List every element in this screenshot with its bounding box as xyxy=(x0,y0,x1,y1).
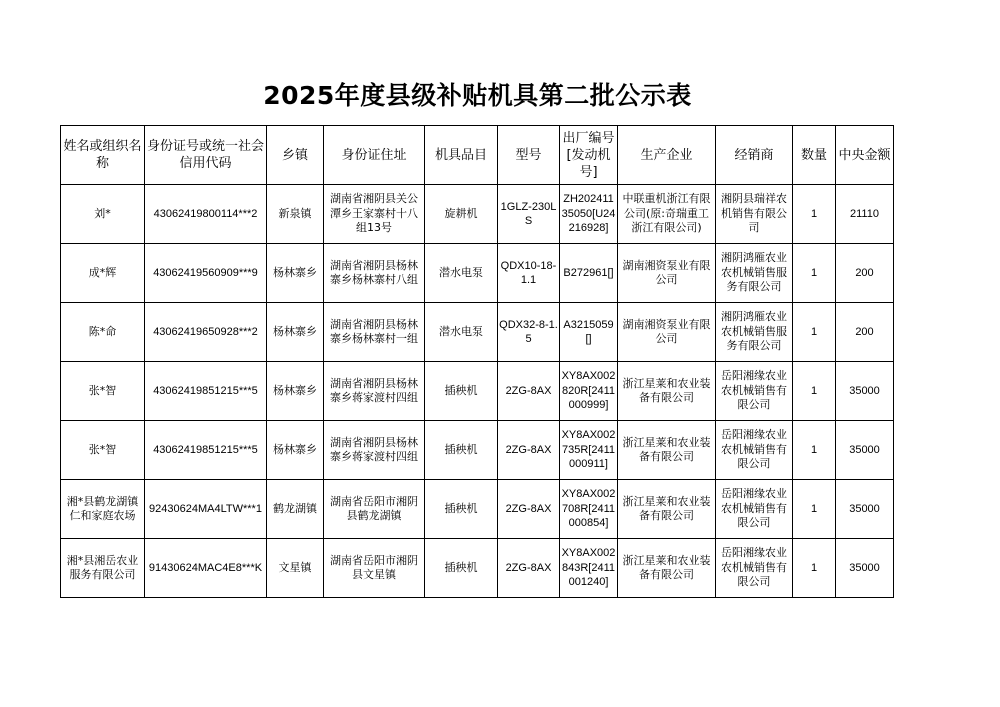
cell-serial: XY8AX002708R[2411000854] xyxy=(560,480,618,539)
cell-serial: XY8AX002735R[2411000911] xyxy=(560,421,618,480)
column-header-model: 型号 xyxy=(498,126,560,185)
cell-category: 潜水电泵 xyxy=(425,303,498,362)
cell-name: 成*辉 xyxy=(61,244,145,303)
cell-town: 文星镇 xyxy=(267,539,324,598)
cell-amount: 21110 xyxy=(836,185,894,244)
cell-address: 湖南省湘阴县杨林寨乡蒋家渡村四组 xyxy=(324,362,425,421)
cell-serial: B272961[] xyxy=(560,244,618,303)
cell-dealer: 岳阳湘缘农业农机械销售有限公司 xyxy=(716,480,793,539)
cell-address: 湖南省湘阴县杨林寨乡杨林寨村一组 xyxy=(324,303,425,362)
column-header-manufacturer: 生产企业 xyxy=(618,126,716,185)
table-row xyxy=(61,421,894,480)
cell-amount: 35000 xyxy=(836,421,894,480)
cell-amount: 35000 xyxy=(836,362,894,421)
cell-address: 湖南省岳阳市湘阴县鹤龙湖镇 xyxy=(324,480,425,539)
cell-address: 湖南省湘阴县杨林寨乡杨林寨村八组 xyxy=(324,244,425,303)
cell-dealer: 岳阳湘缘农业农机械销售有限公司 xyxy=(716,362,793,421)
cell-quantity: 1 xyxy=(793,480,836,539)
cell-name: 陈*命 xyxy=(61,303,145,362)
cell-quantity: 1 xyxy=(793,303,836,362)
cell-town: 杨林寨乡 xyxy=(267,244,324,303)
column-header-town: 乡镇 xyxy=(267,126,324,185)
cell-serial: ZH20241135050[U24216928] xyxy=(560,185,618,244)
column-header-amount: 中央金额 xyxy=(836,126,894,185)
table-row xyxy=(61,303,894,362)
cell-category: 潜水电泵 xyxy=(425,244,498,303)
cell-dealer: 湘阴鸿雁农业农机械销售服务有限公司 xyxy=(716,244,793,303)
cell-dealer: 岳阳湘缘农业农机械销售有限公司 xyxy=(716,539,793,598)
table-header-row xyxy=(61,126,894,185)
cell-name: 湘*县鹤龙湖镇仁和家庭农场 xyxy=(61,480,145,539)
cell-amount: 200 xyxy=(836,244,894,303)
cell-category: 插秧机 xyxy=(425,421,498,480)
cell-model: 2ZG-8AX xyxy=(498,362,560,421)
cell-serial: A3215059[] xyxy=(560,303,618,362)
cell-model: 2ZG-8AX xyxy=(498,539,560,598)
cell-model: 2ZG-8AX xyxy=(498,421,560,480)
cell-serial: XY8AX002843R[2411001240] xyxy=(560,539,618,598)
cell-town: 新泉镇 xyxy=(267,185,324,244)
column-header-category: 机具品目 xyxy=(425,126,498,185)
cell-name: 张*智 xyxy=(61,362,145,421)
cell-amount: 200 xyxy=(836,303,894,362)
cell-address: 湖南省湘阴县关公潭乡王家寨村十八组13号 xyxy=(324,185,425,244)
cell-id-code: 43062419560909***9 xyxy=(145,244,267,303)
document-title: 2025年度县级补贴机具第二批公示表 xyxy=(263,81,692,110)
cell-id-code: 43062419650928***2 xyxy=(145,303,267,362)
cell-category: 旋耕机 xyxy=(425,185,498,244)
cell-model: QDX10-18-1.1 xyxy=(498,244,560,303)
column-header-dealer: 经销商 xyxy=(716,126,793,185)
column-header-quantity: 数量 xyxy=(793,126,836,185)
cell-category: 插秧机 xyxy=(425,539,498,598)
cell-amount: 35000 xyxy=(836,539,894,598)
cell-category: 插秧机 xyxy=(425,480,498,539)
cell-manufacturer: 浙江星莱和农业装备有限公司 xyxy=(618,421,716,480)
cell-town: 杨林寨乡 xyxy=(267,362,324,421)
table-row xyxy=(61,185,894,244)
subsidy-table xyxy=(60,125,894,598)
table-row xyxy=(61,362,894,421)
cell-town: 鹤龙湖镇 xyxy=(267,480,324,539)
column-header-id-code: 身份证号或统一社会信用代码 xyxy=(145,126,267,185)
cell-id-code: 43062419851215***5 xyxy=(145,421,267,480)
table-row xyxy=(61,539,894,598)
cell-quantity: 1 xyxy=(793,244,836,303)
cell-quantity: 1 xyxy=(793,362,836,421)
cell-town: 杨林寨乡 xyxy=(267,303,324,362)
cell-town: 杨林寨乡 xyxy=(267,421,324,480)
cell-category: 插秧机 xyxy=(425,362,498,421)
cell-id-code: 91430624MAC4E8***K xyxy=(145,539,267,598)
table-row xyxy=(61,244,894,303)
cell-manufacturer: 中联重机浙江有限公司(原:奇瑞重工浙江有限公司) xyxy=(618,185,716,244)
cell-quantity: 1 xyxy=(793,539,836,598)
cell-dealer: 湘阴鸿雁农业农机械销售服务有限公司 xyxy=(716,303,793,362)
cell-amount: 35000 xyxy=(836,480,894,539)
cell-id-code: 92430624MA4LTW***1 xyxy=(145,480,267,539)
cell-name: 湘*县湘岳农业服务有限公司 xyxy=(61,539,145,598)
cell-manufacturer: 浙江星莱和农业装备有限公司 xyxy=(618,362,716,421)
cell-model: 2ZG-8AX xyxy=(498,480,560,539)
cell-name: 刘* xyxy=(61,185,145,244)
column-header-address: 身份证住址 xyxy=(324,126,425,185)
cell-model: 1GLZ-230LS xyxy=(498,185,560,244)
table-row xyxy=(61,480,894,539)
cell-quantity: 1 xyxy=(793,185,836,244)
cell-quantity: 1 xyxy=(793,421,836,480)
cell-dealer: 岳阳湘缘农业农机械销售有限公司 xyxy=(716,421,793,480)
cell-model: QDX32-8-1.5 xyxy=(498,303,560,362)
column-header-serial: 出厂编号[发动机号] xyxy=(560,126,618,185)
cell-manufacturer: 湖南湘资泵业有限公司 xyxy=(618,244,716,303)
cell-address: 湖南省湘阴县杨林寨乡蒋家渡村四组 xyxy=(324,421,425,480)
cell-manufacturer: 湖南湘资泵业有限公司 xyxy=(618,303,716,362)
column-header-name: 姓名或组织名称 xyxy=(61,126,145,185)
cell-address: 湖南省岳阳市湘阴县文星镇 xyxy=(324,539,425,598)
cell-dealer: 湘阴县瑞祥农机销售有限公司 xyxy=(716,185,793,244)
cell-id-code: 43062419851215***5 xyxy=(145,362,267,421)
cell-name: 张*智 xyxy=(61,421,145,480)
cell-id-code: 43062419800114***2 xyxy=(145,185,267,244)
cell-serial: XY8AX002820R[2411000999] xyxy=(560,362,618,421)
cell-manufacturer: 浙江星莱和农业装备有限公司 xyxy=(618,539,716,598)
cell-manufacturer: 浙江星莱和农业装备有限公司 xyxy=(618,480,716,539)
